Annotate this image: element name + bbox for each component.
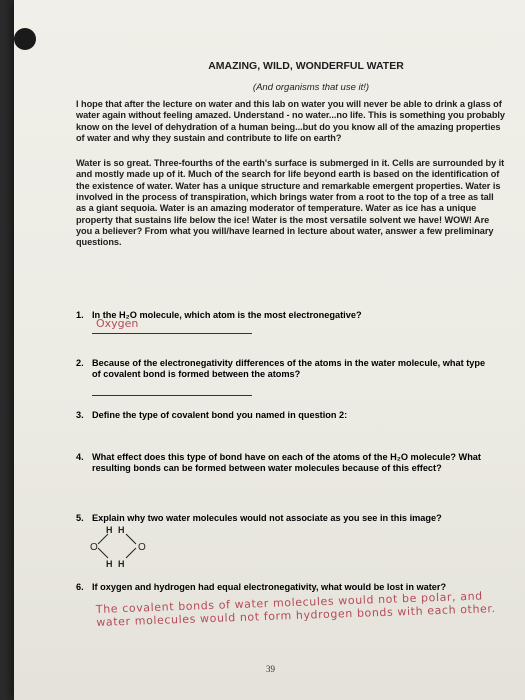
question-number: 5. (76, 513, 84, 523)
question-text: In the H₂O molecule, which atom is the most electronegative? (92, 310, 362, 320)
hydrogen-label: H (106, 525, 113, 535)
hydrogen-label: H (106, 559, 113, 569)
handwritten-answer: Oxygen (96, 317, 139, 331)
bond-line (126, 534, 136, 544)
water-molecules-diagram (84, 524, 174, 570)
oxygen-label: O (90, 542, 98, 553)
question-number: 4. (76, 452, 84, 462)
handwritten-answer: The covalent bonds of water molecules would not be polar, and water molecules would not form hydrogen bonds with each other. (95, 589, 496, 629)
worksheet-content (76, 60, 506, 263)
body-paragraph: Water is so great. Three-fourths of the earth's surface is submerged in it. Cells are surrounded by it and mostly made up of it. Much of the search for life beyond earth is based on the identification of the existence of water. Water has a unique structure and remarkable emergent properties. Water is involved in the process of transpiration, which brings water from a root to the top of a tree as tall as a giant sequoia. Water is an amazing moderator of temperature. Water as ice has a unique property that sustains life below the ice! Water is the most versatile solvent we have! WOW! Are you a believer? From what you will/have learned in lecture about water, answer a few preliminary questions. (76, 158, 505, 248)
question-text: If oxygen and hydrogen had equal electronegativity, what would be lost in water? (92, 582, 447, 592)
answer-line (92, 383, 252, 396)
page-title: AMAZING, WILD, WONDERFUL WATER (208, 60, 404, 72)
question-number: 1. (76, 310, 84, 320)
page-number: 39 (266, 664, 275, 674)
question-1 (76, 310, 506, 334)
question-number: 2. (76, 358, 84, 368)
question-3 (76, 410, 506, 421)
question-5 (76, 513, 506, 524)
page-subtitle: (And organisms that use it!) (252, 82, 370, 93)
bond-line (98, 534, 108, 544)
bond-line (126, 548, 136, 558)
answer-line (92, 317, 252, 334)
question-4 (76, 452, 506, 475)
question-number: 6. (76, 582, 84, 592)
bond-line (98, 548, 108, 558)
question-number: 3. (76, 410, 84, 420)
hydrogen-label: H (118, 525, 125, 535)
question-text: What effect does this type of bond have on each of the atoms of the H₂O molecule? What resulting bonds can be formed between water molecules because of this effect? (92, 452, 481, 474)
binder-hole (14, 28, 36, 50)
question-text: Because of the electronegativity differences of the atoms in the water molecule, what type of covalent bond is formed between the atoms? (92, 358, 486, 380)
intro-paragraph: I hope that after the lecture on water and this lab on water you will never be able to drink a glass of water again without feeling amazed. Understand - no water...no life. This is something you probably know on the level of dehydration of a human being...but do you know all of the amazing properties of water and why they sustain and contribute to life on earth? (76, 99, 505, 143)
question-2 (76, 358, 506, 396)
question-text: Define the type of covalent bond you named in question 2: (92, 410, 348, 420)
question-text: Explain why two water molecules would not associate as you see in this image? (92, 513, 442, 523)
hydrogen-label: H (118, 559, 125, 569)
oxygen-label: O (138, 542, 146, 553)
worksheet-page (14, 0, 525, 700)
